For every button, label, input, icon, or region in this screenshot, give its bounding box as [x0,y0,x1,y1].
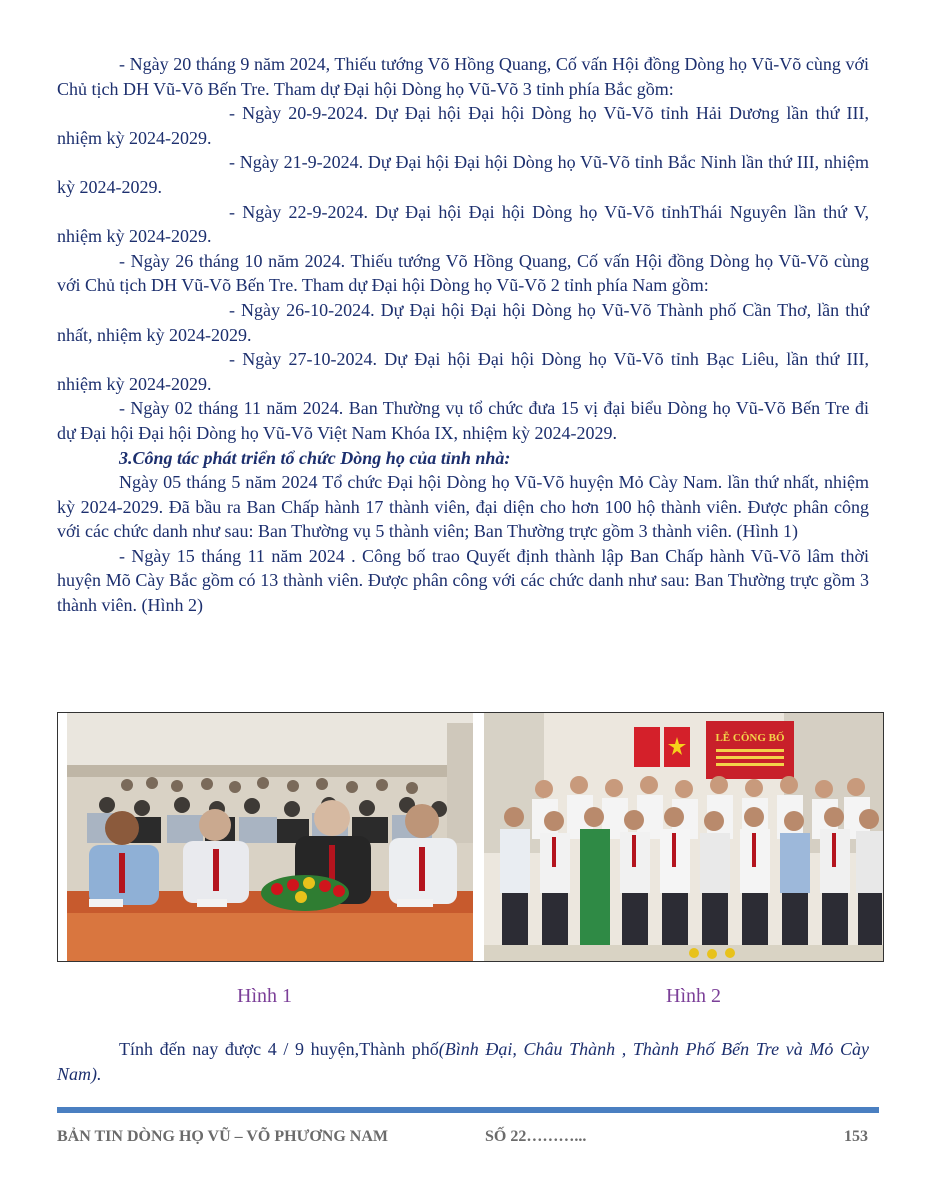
paragraph-mo-cay-bac: - Ngày 15 tháng 11 năm 2024 . Công bố trao Quyết định thành lập Ban Chấp hành Vũ-Võ lâm thời huyện Mõ Cày Bắc gồm có 13 thành viên. Được phân công với các chức danh như sau: Ban Thường trực gồm 3 thành viên. (Hình 2) [57,545,869,616]
paragraph-hai-duong: - Ngày 20-9-2024. Dự Đại hội Đại hội Dòng họ Vũ-Võ tỉnh Hải Dương lần thứ III, nhiệm kỳ 2024-2029. [57,103,869,148]
footer-rule [57,1107,879,1113]
article-body [57,52,869,618]
paragraph-south-congress: - Ngày 26 tháng 10 năm 2024. Thiếu tướng Võ Hồng Quang, Cố vấn Hội đồng Dòng họ Vũ-Võ cùng với Chủ tịch DH Vũ-Võ Bến Tre. Tham dự Đại hội Dòng họ Vũ-Võ 2 tỉnh phía Nam gồm: [57,250,869,296]
figure-1-caption: Hình 1 [237,985,292,1007]
paragraph-can-tho: - Ngày 26-10-2024. Dự Đại hội Đại hội Dòng họ Vũ-Võ Thành phố Cần Thơ, lần thứ nhất, nhiệm kỳ 2024-2029. [57,299,869,345]
figure-1-photo [67,713,473,961]
summary-paragraph [57,1037,869,1086]
section-heading: 3.Công tác phát triển tổ chức Dòng họ của tỉnh nhà: [119,447,511,468]
paragraph-bac-ninh: - Ngày 21-9-2024. Dự Đại hội Đại hội Dòng họ Vũ-Võ tỉnh Bắc Ninh lần thứ III, nhiệm kỳ 2024-2029. [57,152,869,197]
summary-district-list: (Bình Đại, Châu Thành , Thành Phố Bến Tre và Mỏ Cày Nam). [57,1039,869,1084]
photo-frame [57,712,884,962]
summary-text: Tính đến nay được 4 / 9 huyện,Thành phố [119,1039,439,1059]
page-number: 153 [844,1128,868,1145]
footer-issue-number: SỐ 22………... [485,1128,587,1145]
paragraph-mo-cay-nam: Ngày 05 tháng 5 năm 2024 Tổ chức Đại hội Dòng họ Vũ-Võ huyện Mỏ Cày Nam. lần thứ nhất, nhiệm kỳ 2024-2029. Đã bầu ra Ban Chấp hành 17 thành viên, đại diện cho hơn 100 hộ thành viên. Được phân công với các chức danh như sau: Ban Thường vụ 5 thành viên; Ban Thường trực gồm 3 thành viên. (Hình 1) [57,472,869,542]
banner-text: LỄ CÔNG BỐ [715,732,785,744]
paragraph-thai-nguyen: - Ngày 22-9-2024. Dự Đại hội Đại hội Dòng họ Vũ-Võ tỉnhThái Nguyên lần thứ V, nhiệm kỳ 2024-2029. [57,201,869,247]
figure-2-caption: Hình 2 [666,985,721,1007]
figure-2-photo [484,713,883,961]
paragraph-national-congress: - Ngày 02 tháng 11 năm 2024. Ban Thường vụ tổ chức đưa 15 vị đại biểu Dòng họ Vũ-Võ Bến Tre đi dự Đại hội Đại hội Dòng họ Vũ-Võ Việt Nam Khóa IX, nhiệm kỳ 2024-2029. [57,398,869,443]
paragraph-north-congress: - Ngày 20 tháng 9 năm 2024, Thiếu tướng Võ Hồng Quang, Cố vấn Hội đồng Dòng họ Vũ-Võ cùng với Chủ tịch DH Vũ-Võ Bến Tre. Tham dự Đại hội Dòng họ Vũ-Võ 3 tỉnh phía Bắc gồm: [57,54,869,99]
footer-publication-title: BẢN TIN DÒNG HỌ VŨ – VÕ PHƯƠNG NAM [57,1128,388,1145]
paragraph-bac-lieu: - Ngày 27-10-2024. Dự Đại hội Đại hội Dòng họ Vũ-Võ tỉnh Bạc Liêu, lần thứ III, nhiệm kỳ 2024-2029. [57,349,869,394]
